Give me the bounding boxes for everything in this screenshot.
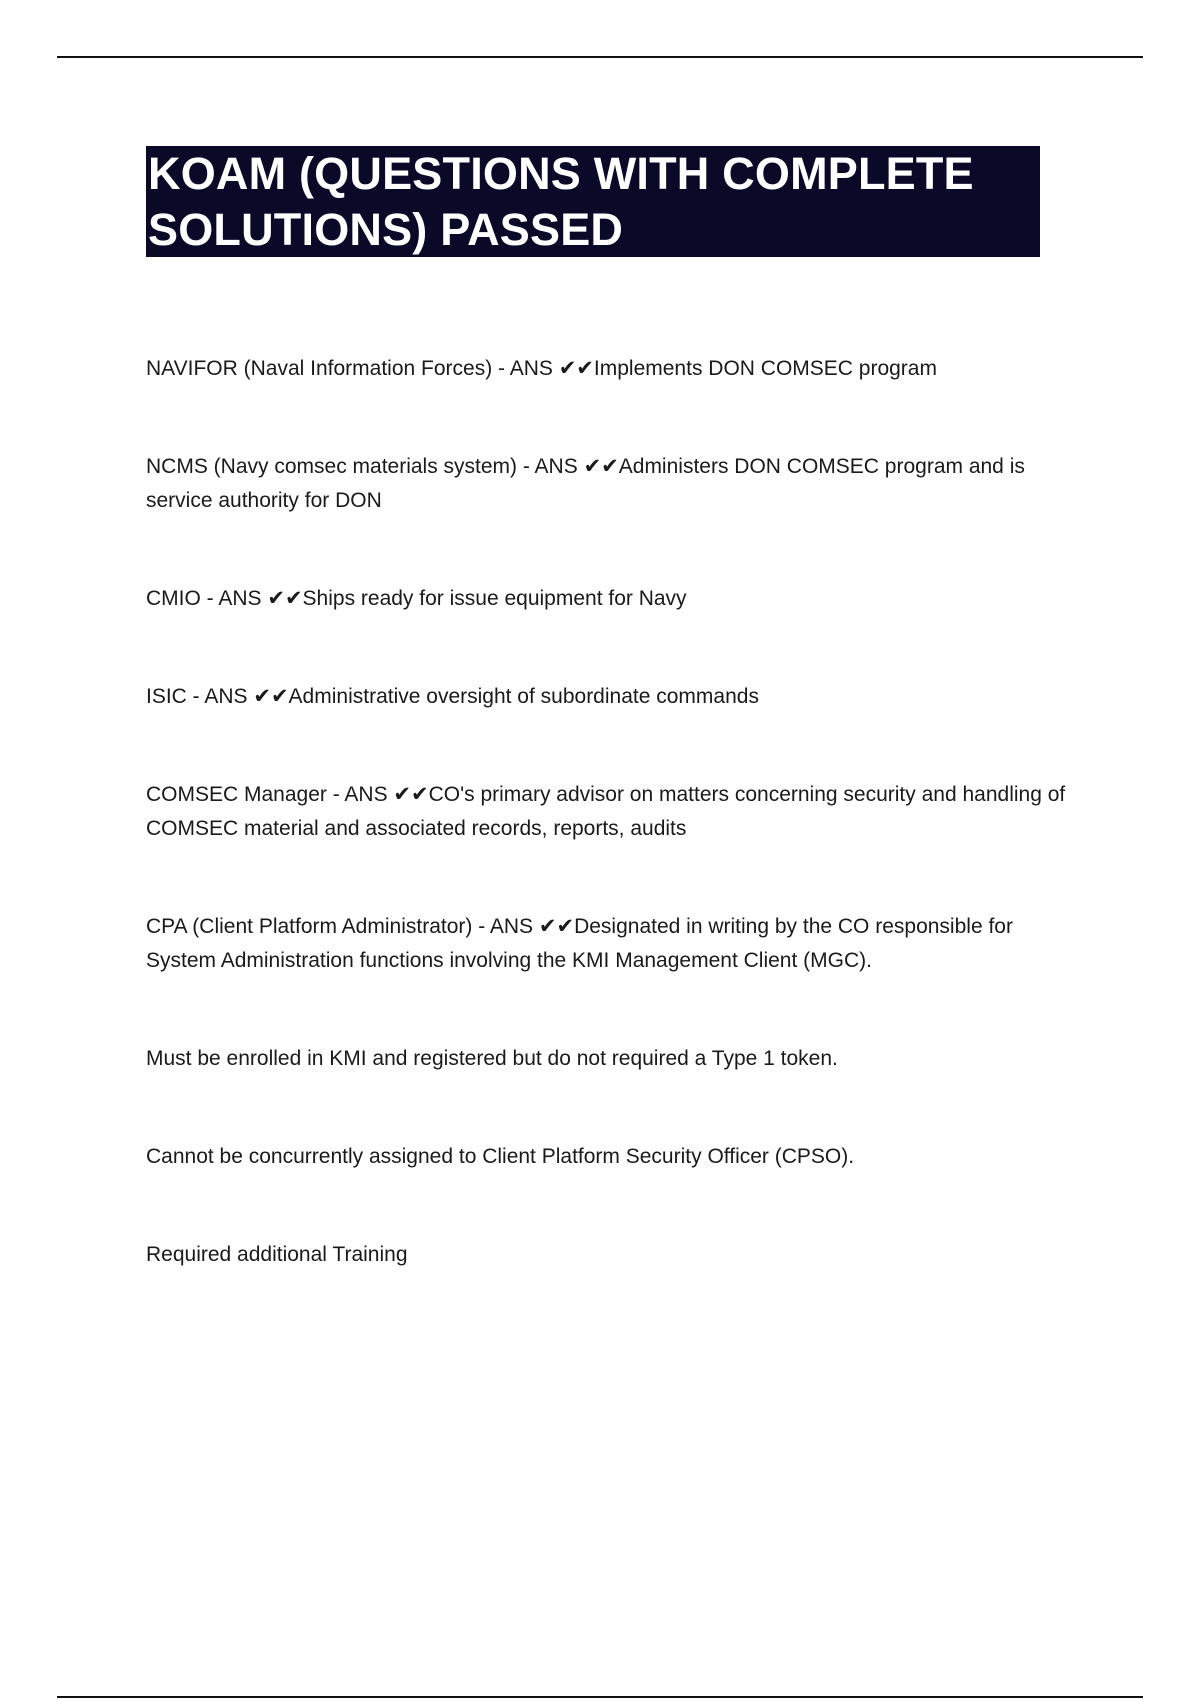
qa-list — [146, 352, 1086, 1272]
qa-entry-kmi-enrollment: Must be enrolled in KMI and registered but do not required a Type 1 token. — [146, 1047, 838, 1070]
qa-entry-training: Required additional Training — [146, 1243, 408, 1266]
header-rule — [57, 56, 1143, 58]
qa-entry-cmio: CMIO - ANS ✔✔Ships ready for issue equipment for Navy — [146, 587, 687, 610]
qa-entry-ncms: NCMS (Navy comsec materials system) - ANS ✔✔Administers DON COMSEC program and is service authority for DON — [146, 455, 1025, 512]
qa-entry-cpso: Cannot be concurrently assigned to Client Platform Security Officer (CPSO). — [146, 1145, 855, 1168]
footer-rule — [57, 1696, 1143, 1698]
qa-entry-comsec-manager: COMSEC Manager - ANS ✔✔CO's primary advisor on matters concerning security and handling of COMSEC material and associated records, reports, audits — [146, 783, 1066, 840]
qa-entry-navifor: NAVIFOR (Naval Information Forces) - ANS ✔✔Implements DON COMSEC program — [146, 357, 937, 380]
qa-entry-isic: ISIC - ANS ✔✔Administrative oversight of subordinate commands — [146, 685, 759, 708]
document-title: KOAM (QUESTIONS WITH COMPLETE SOLUTIONS) PASSED — [148, 148, 974, 255]
title-banner — [146, 146, 1040, 257]
qa-entry-cpa: CPA (Client Platform Administrator) - ANS ✔✔Designated in writing by the CO responsible for System Administration functions involving the KMI Management Client (MGC). — [146, 915, 1013, 972]
